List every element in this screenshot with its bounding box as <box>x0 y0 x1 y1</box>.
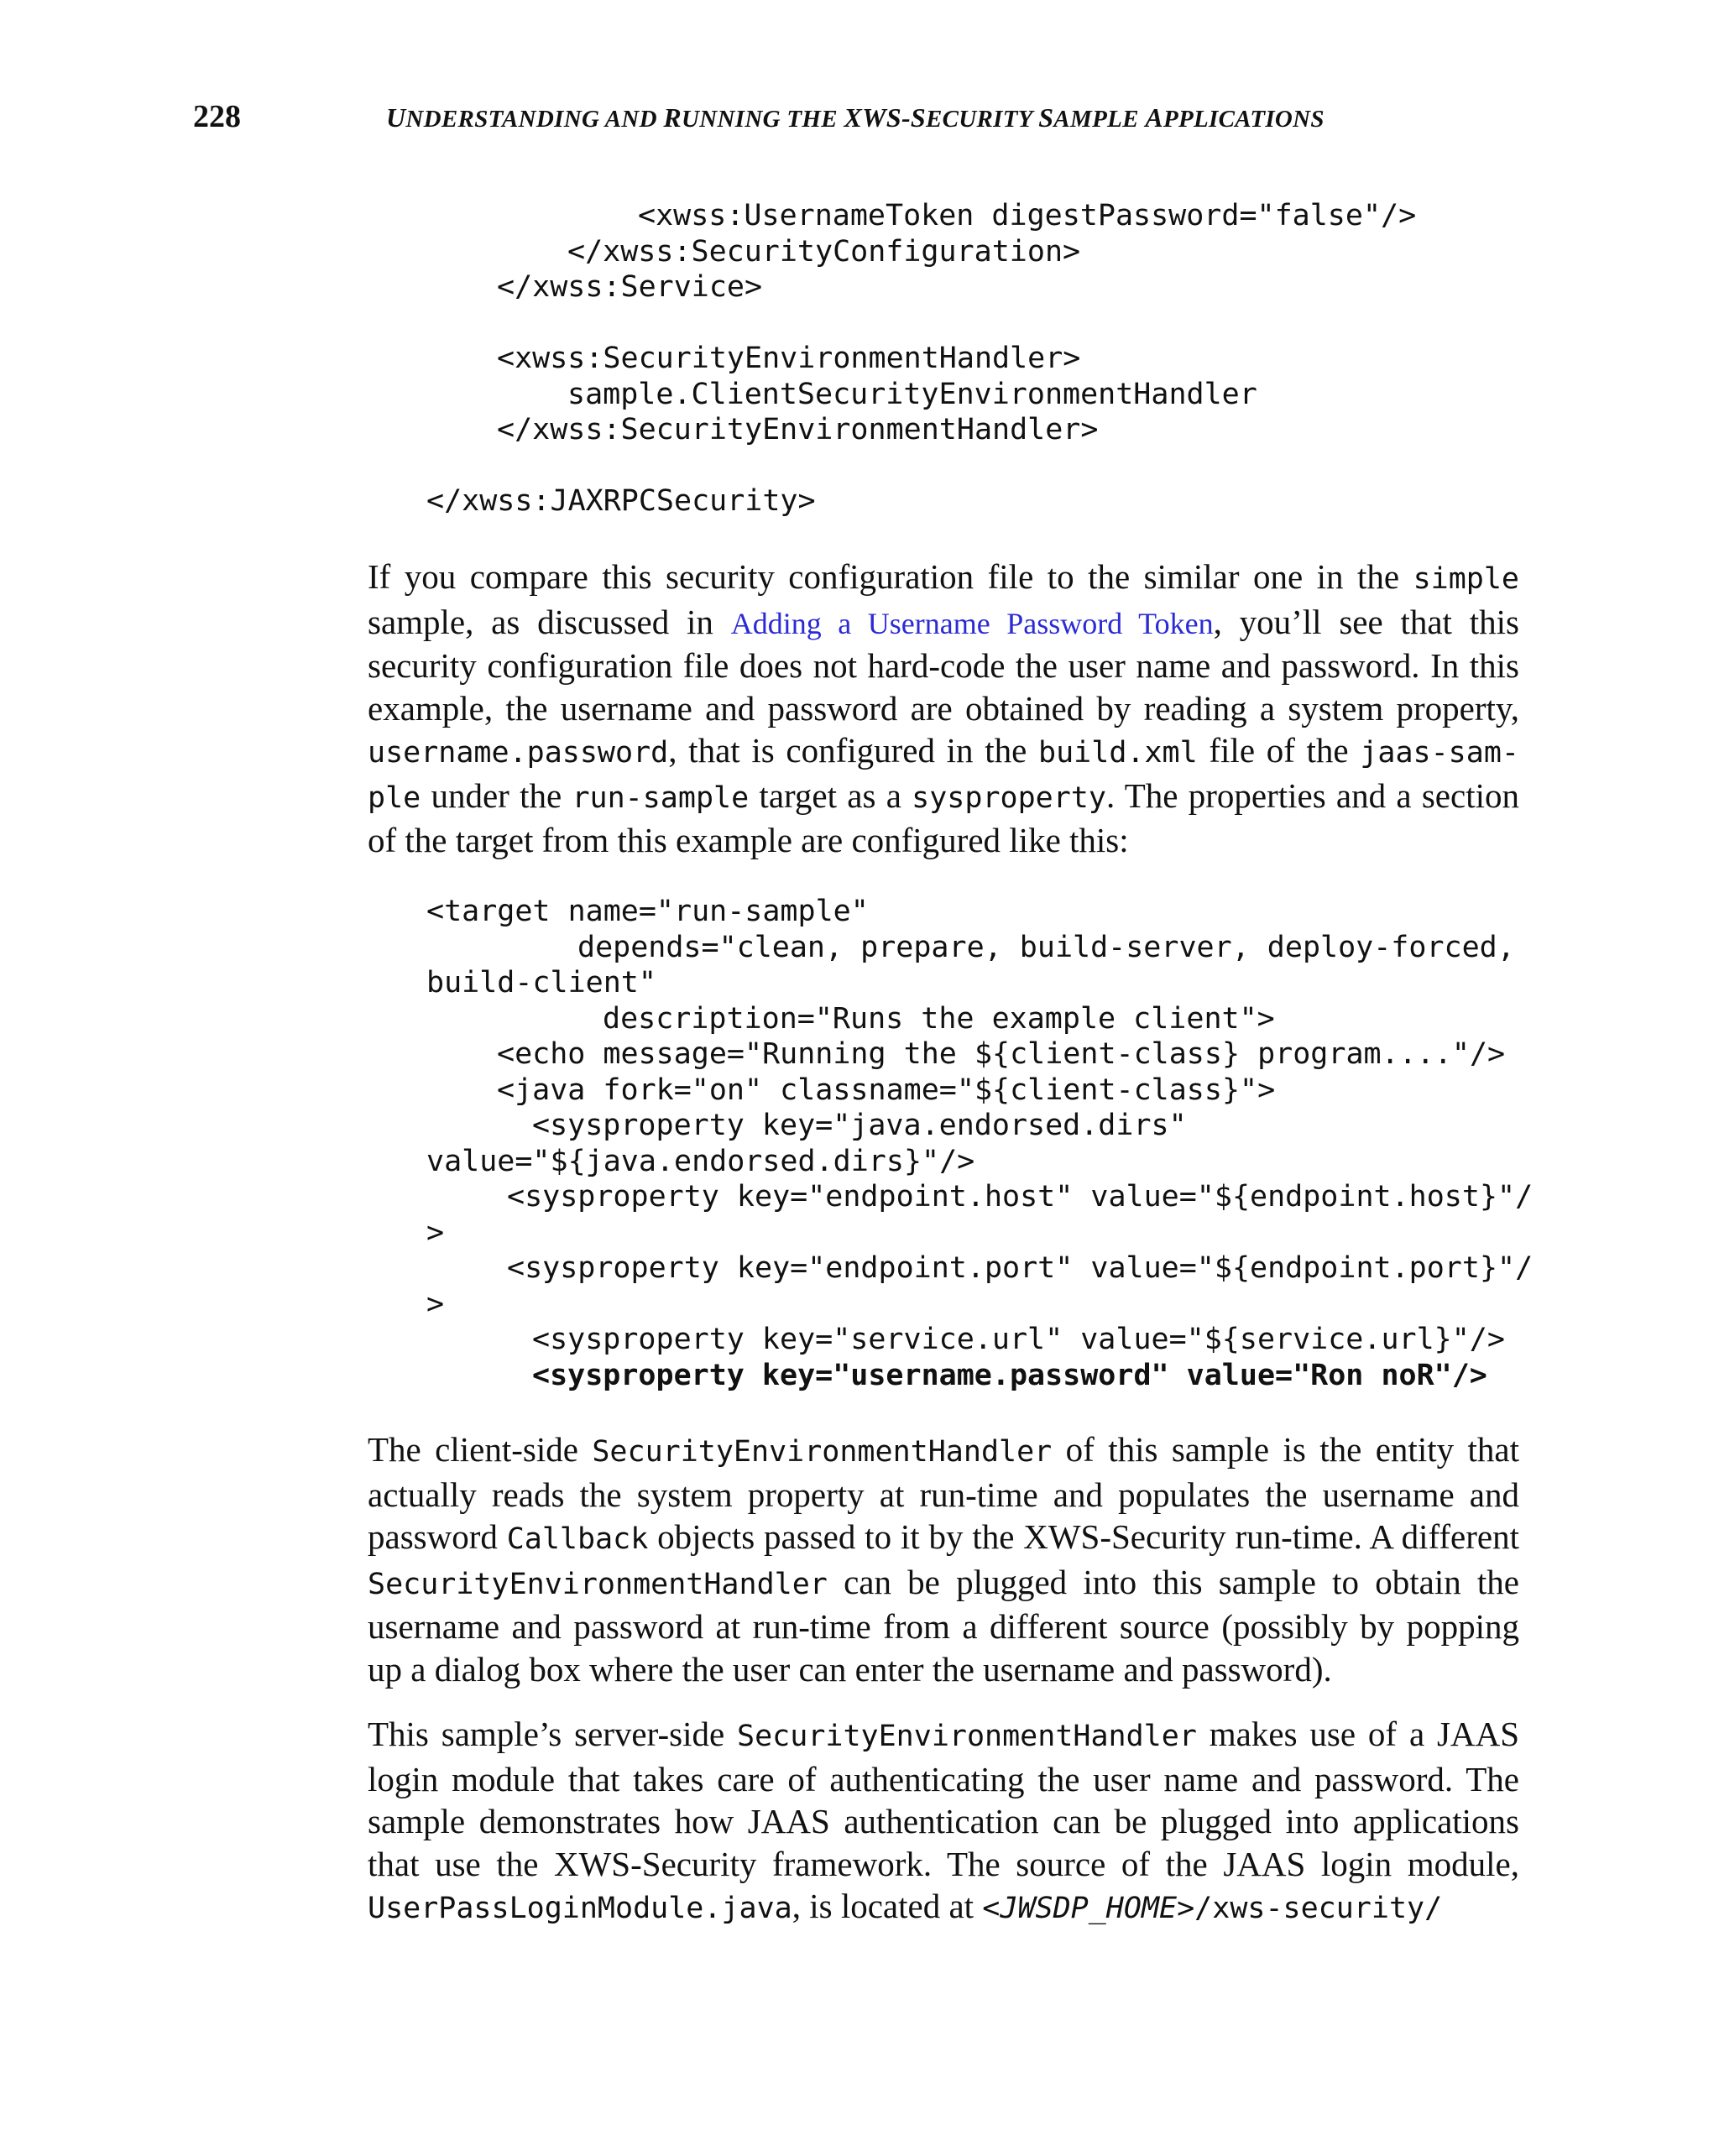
code-line: <xwss:UsernameToken digestPassword="false"/> <box>638 199 1417 232</box>
code-line: <target name="run-sample" <box>426 895 869 928</box>
code-line: <java fork="on" classname="${client-class}"> <box>497 1073 1276 1107</box>
code-xws-security-path: /xws-security/ <box>1194 1892 1443 1925</box>
code-line: <sysproperty key="username.password" value="Ron noR"/> <box>532 1358 1487 1392</box>
running-header-part: UNNING THE <box>682 106 844 133</box>
running-header-part: XWS-S <box>844 102 927 133</box>
running-header-part: A <box>1145 102 1163 133</box>
text: of this sample is the entity that actually reads the system property at run-time and populates the username and password <box>368 1430 1519 1556</box>
page-number: 228 <box>193 99 241 134</box>
link-adding-username-password-token[interactable]: Adding a Username Password Token <box>730 606 1214 640</box>
code-line: </xwss:Service> <box>497 270 763 304</box>
text: target as a <box>749 775 912 815</box>
code-line: <sysproperty key="endpoint.port" value="${endpoint.port}"/ <box>507 1251 1534 1285</box>
running-header-part: S <box>1038 102 1054 133</box>
code-line: build-client" <box>426 966 656 1000</box>
code-line: <xwss:SecurityEnvironmentHandler> <box>497 342 1081 375</box>
text: If you compare this security configuration file to the similar one in the <box>368 557 1413 596</box>
code-run-sample: run-sample <box>572 780 750 815</box>
code-simple: simple <box>1413 562 1519 596</box>
paragraph-server-side-handler <box>368 1713 1519 1930</box>
text: , you’ll see that this security configuration file does not hard-code the user name and password. In this example, the username and password are obtained by reading a system property, <box>368 602 1519 728</box>
code-line: </xwss:SecurityEnvironmentHandler> <box>497 413 1099 446</box>
code-line <box>0 448 1416 484</box>
code-line: description="Runs the example client"> <box>603 1001 1275 1036</box>
code-line: <sysproperty key="endpoint.host" value="${endpoint.host}"/ <box>507 1180 1534 1214</box>
code-line: </xwss:JAXRPCSecurity> <box>426 484 816 518</box>
code-line: <sysproperty key="java.endorsed.dirs" <box>532 1109 1187 1142</box>
text: The client-side <box>368 1430 593 1469</box>
running-header-part: PPLICATIONS <box>1163 106 1325 133</box>
code-build-xml: build.xml <box>1038 736 1198 770</box>
running-header-part: U <box>386 102 406 133</box>
code-username-password: username.password <box>368 736 669 770</box>
code-security-environment-handler: SecurityEnvironmentHandler <box>368 1567 828 1601</box>
text: sample, as discussed in <box>368 602 731 641</box>
code-line: > <box>426 1215 445 1250</box>
paragraph-client-side-handler <box>368 1428 1519 1690</box>
code-user-pass-login-module: UserPassLoginModule.java <box>368 1892 792 1925</box>
running-header <box>386 102 1325 133</box>
code-line: sample.ClientSecurityEnvironmentHandler <box>567 377 1257 411</box>
code-line: value="${java.endorsed.dirs}"/> <box>426 1144 975 1178</box>
code-callback: Callback <box>506 1522 649 1556</box>
code-security-environment-handler: SecurityEnvironmentHandler <box>737 1720 1197 1753</box>
text: , is located at <box>792 1887 983 1925</box>
code-block-target <box>0 894 1533 1393</box>
running-header-part: ECURITY <box>926 106 1039 133</box>
text: makes use of a JAAS login module that takes care of authenticating the user name and password. The sample demonstrates how JAAS authentication can be plugged into applications that use the XWS-Security framework. The source of the JAAS login module, <box>368 1715 1519 1883</box>
code-block-security-config <box>0 198 1416 519</box>
text: . The properties and a section of the target from this example are configured like this: <box>368 775 1519 859</box>
code-line: depends="clean, prepare, build-server, deploy-forced, <box>577 930 1515 964</box>
text: This sample’s server-side <box>368 1715 738 1753</box>
code-sysproperty: sysproperty <box>912 780 1106 815</box>
path-jwsdp-home: <JWSDP_HOME> <box>982 1892 1195 1925</box>
text: , that is configured in the <box>668 731 1039 770</box>
paragraph-compare-config <box>368 556 1519 862</box>
text: under the <box>421 775 572 815</box>
running-header-part: AMPLE <box>1053 106 1146 133</box>
code-line: </xwss:SecurityConfiguration> <box>567 234 1081 269</box>
code-line: <sysproperty key="service.url" value="${service.url}"/> <box>532 1323 1505 1356</box>
running-header-part: NDERSTANDING AND <box>405 106 664 133</box>
code-line: > <box>426 1287 445 1321</box>
code-line <box>0 305 1416 342</box>
text: objects passed to it by the XWS-Security run-time. A different <box>648 1517 1519 1556</box>
code-line: <echo message="Running the ${client-class} program...."/> <box>497 1037 1506 1071</box>
code-jaas-sample: jaas-sam-ple <box>368 736 1519 815</box>
code-security-environment-handler: SecurityEnvironmentHandler <box>592 1435 1053 1469</box>
text: can be plugged into this sample to obtain the username and password at run-time from a different source (possibly by popping up a dialog box where the user can enter the username and password). <box>368 1562 1519 1689</box>
text: file of the <box>1197 731 1361 770</box>
running-header-part: R <box>663 102 682 133</box>
